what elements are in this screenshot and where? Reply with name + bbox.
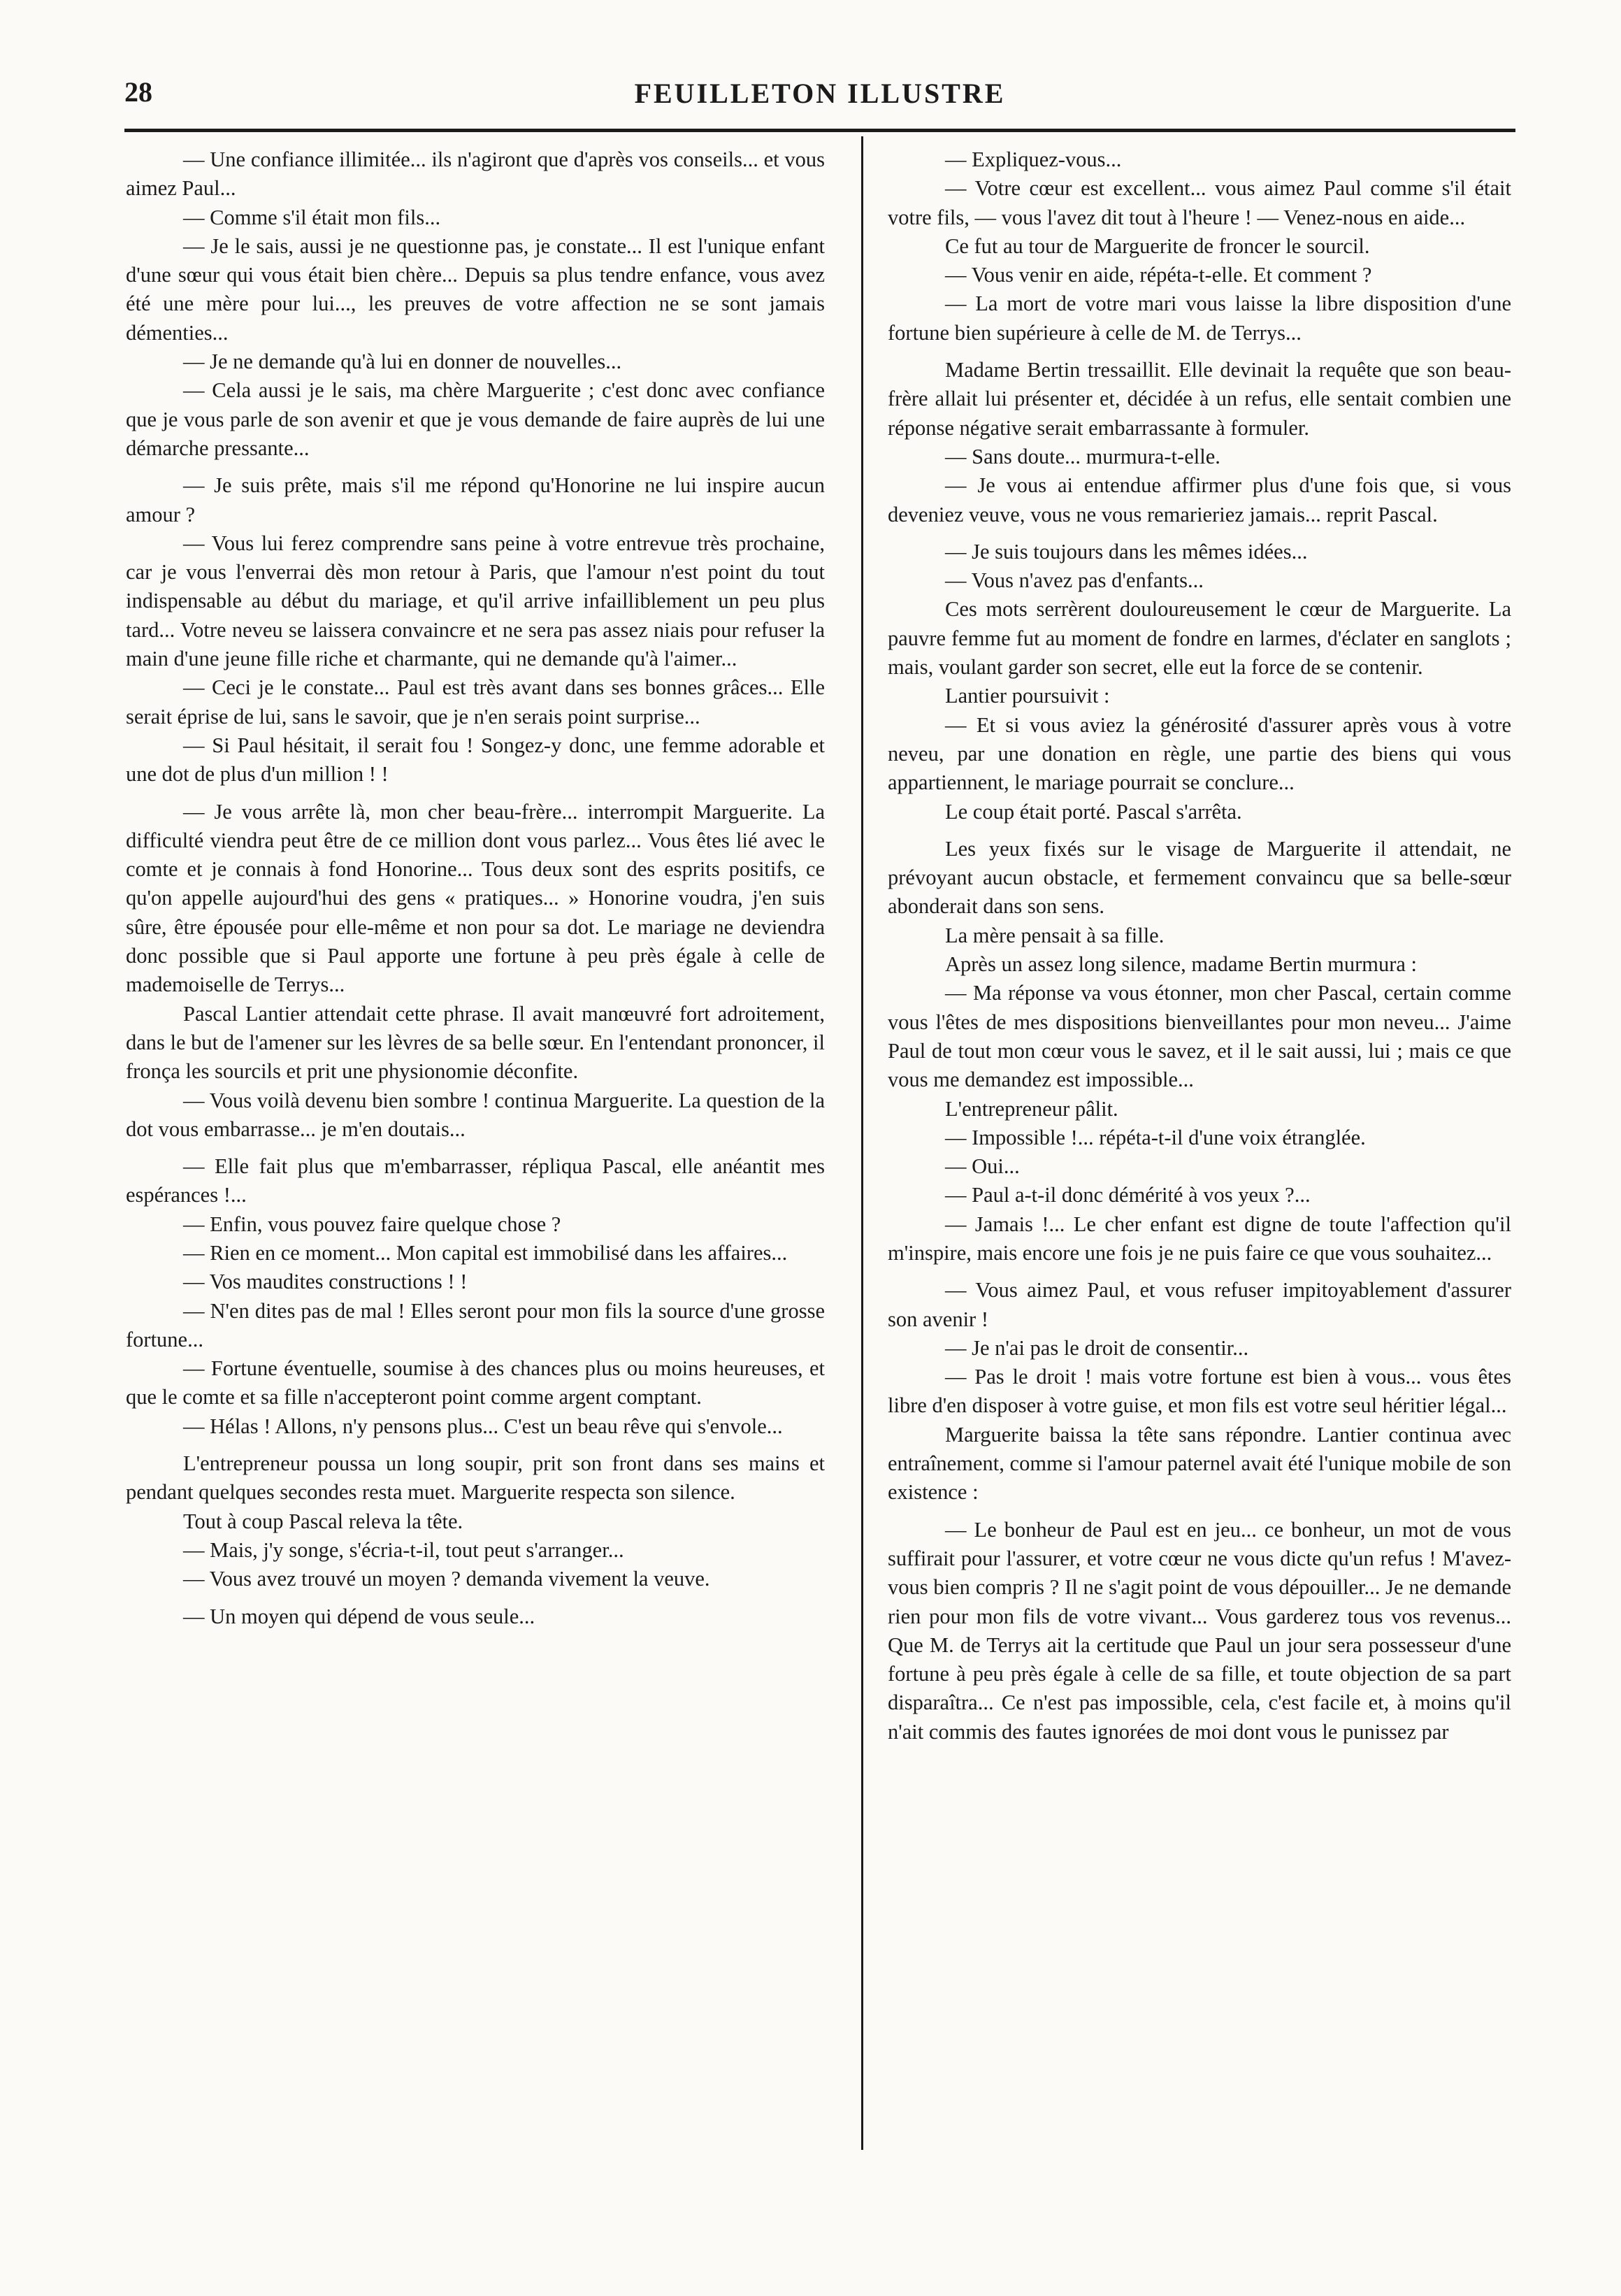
page-number: 28 xyxy=(124,76,152,108)
paragraph: Après un assez long silence, madame Bertin murmura : xyxy=(945,952,1418,977)
paragraph: — Ceci je le constate... Paul est très avant dans ses bonnes grâces... Elle serait éprise de lui, sans le savoir, que je n'en serais point surprise... xyxy=(126,675,825,729)
paragraph: Les yeux fixés sur le visage de Marguerite il attendait, ne prévoyant aucun obstacle, et fermement convaincu que sa belle-sœur abonderait dans son sens. xyxy=(888,836,1511,919)
left-column xyxy=(126,145,825,1631)
paragraph: — Un moyen qui dépend de vous seule... xyxy=(183,1604,535,1628)
header-rule xyxy=(124,129,1515,132)
paragraph: — Expliquez-vous... xyxy=(945,148,1122,171)
paragraph: L'entrepreneur pâlit. xyxy=(945,1096,1118,1121)
paragraph: — Vous aimez Paul, et vous refuser impitoyablement d'assurer son avenir ! xyxy=(888,1278,1511,1331)
paragraph: — N'en dites pas de mal ! Elles seront pour mon fils la source d'une grosse fortune... xyxy=(126,1298,825,1351)
paragraph: L'entrepreneur poussa un long soupir, prit son front dans ses mains et pendant quelques secondes resta muet. Marguerite respecta son silence. xyxy=(126,1451,825,1505)
paragraph: — Ma réponse va vous étonner, mon cher Pascal, certain comme vous l'êtes de mes dispositions bienveillantes pour mon neveu... J'aime Paul de tout mon cœur vous le savez, et il le sait aussi, lui ; mais ce que vous me demandez est impossible... xyxy=(888,981,1511,1092)
paragraph: — Vous avez trouvé un moyen ? demanda vivement la veuve. xyxy=(183,1567,710,1591)
paragraph: — Une confiance illimitée... ils n'agiront que d'après vos conseils... et vous aimez Paul... xyxy=(126,148,825,201)
paragraph: Lantier poursuivit : xyxy=(945,684,1110,708)
column-divider xyxy=(861,136,863,2150)
paragraph: Ce fut au tour de Marguerite de froncer le sourcil. xyxy=(945,234,1370,258)
paragraph: — Vous n'avez pas d'enfants... xyxy=(945,568,1204,593)
paragraph: — Enfin, vous pouvez faire quelque chose ? xyxy=(183,1212,561,1236)
page-header xyxy=(124,76,1515,117)
paragraph: — Cela aussi je le sais, ma chère Marguerite ; c'est donc avec confiance que je vous parle de son avenir et que je vous demande de faire auprès de lui une démarche pressante... xyxy=(126,378,825,460)
paragraph: — Je le sais, aussi je ne questionne pas, je constate... Il est l'unique enfant d'une sœur qui vous était bien chère... Depuis sa plus tendre enfance, vous avez été une mère pour lui..., les preuves de votre affection ne se sont jamais démenties... xyxy=(126,234,825,345)
paragraph: — Je n'ai pas le droit de consentir... xyxy=(945,1335,1249,1360)
paragraph: — Jamais !... Le cher enfant est digne de toute l'affection qu'il m'inspire, mais encore une fois je ne puis faire ce que vous souhaitez... xyxy=(888,1212,1511,1265)
paragraph: — Rien en ce moment... Mon capital est immobilisé dans les affaires... xyxy=(183,1240,788,1265)
paragraph: — Votre cœur est excellent... vous aimez Paul comme s'il était votre fils, — vous l'avez dit tout à l'heure ! — Venez-nous en aide... xyxy=(888,176,1511,229)
paragraph: — Impossible !... répéta-t-il d'une voix étranglée. xyxy=(945,1125,1366,1149)
paragraph: — Je vous ai entendue affirmer plus d'une fois que, si vous deveniez veuve, vous ne vous remarieriez jamais... reprit Pascal. xyxy=(888,473,1511,526)
paragraph: — Je vous arrête là, mon cher beau-frère... interrompit Marguerite. La difficulté viendra peut être de ce million dont vous parlez... Vous êtes lié avec le comte et je connais à fond Honorine... Tous deux sont des esprits positifs, ce qu'on appelle aujourd'hui des gens « pratiques... » Honorine voudra, j'en suis sûre, être épousée pour elle-même et non pour sa dot. Le mariage ne deviendra donc possible que si Paul apporte une fortune à peu près égale à celle de mademoiselle de Terrys... xyxy=(126,799,825,997)
paragraph: — Comme s'il était mon fils... xyxy=(183,205,441,229)
paragraph: Le coup était porté. Pascal s'arrêta. xyxy=(945,799,1242,824)
paragraph: — Le bonheur de Paul est en jeu... ce bonheur, un mot de vous suffirait pour l'assurer, et votre cœur ne vous dicte qu'un refus ! M'avez-vous bien compris ? Il ne s'agit point de vous dépouiller... Je ne demande rien pour mon fils de votre vivant... Vous garderez tous vos revenus... Que M. de Terrys ait la certitude que Paul un jour sera possesseur d'une fortune à peu près égale à celle de sa fille, et toute objection de sa part disparaîtra... Ce n'est pas impossible, cela, c'est facile et, à moins qu'il n'ait commis des fautes ignorées de moi dont vous le punissez par xyxy=(888,1517,1511,1744)
paragraph: Ces mots serrèrent douloureusement le cœur de Marguerite. La pauvre femme fut au moment de fondre en larmes, d'éclater en sanglots ; mais, voulant garder son secret, elle eut la force de se contenir. xyxy=(888,597,1511,680)
paragraph: La mère pensait à sa fille. xyxy=(945,923,1165,947)
paragraph: Pascal Lantier attendait cette phrase. Il avait manœuvré fort adroitement, dans le but de l'amener sur les lèvres de sa belle sœur. En l'entendant prononcer, il fronça les sourcils et prit une physionomie déconfite. xyxy=(126,1001,825,1084)
right-column xyxy=(888,145,1511,1746)
paragraph: — Sans doute... murmura-t-elle. xyxy=(945,444,1220,468)
paragraph: — Je suis prête, mais s'il me répond qu'Honorine ne lui inspire aucun amour ? xyxy=(126,473,825,526)
paragraph: Marguerite baissa la tête sans répondre. Lantier continua avec entraînement, comme si l'amour paternel avait été l'unique mobile de son existence : xyxy=(888,1422,1511,1505)
paragraph: — Oui... xyxy=(945,1154,1020,1179)
paragraph: — Fortune éventuelle, soumise à des chances plus ou moins heureuses, et que le comte et sa fille n'accepteront point comme argent comptant. xyxy=(126,1356,825,1409)
paragraph: — Hélas ! Allons, n'y pensons plus... C'est un beau rêve qui s'envole... xyxy=(183,1414,783,1438)
paragraph: — Et si vous aviez la générosité d'assurer après vous à votre neveu, par une donation en règle, une partie des biens qui vous appartiennent, le mariage pourrait se conclure... xyxy=(888,712,1511,795)
running-title: FEUILLETON ILLUSTRE xyxy=(634,78,1006,109)
paragraph: — Vous voilà devenu bien sombre ! continua Marguerite. La question de la dot vous embarrasse... je m'en doutais... xyxy=(126,1088,825,1141)
paragraph: — Je ne demande qu'à lui en donner de nouvelles... xyxy=(183,350,622,374)
paragraph: — Vous venir en aide, répéta-t-elle. Et comment ? xyxy=(945,263,1372,287)
paragraph: Madame Bertin tressaillit. Elle devinait la requête que son beau-frère allait lui présenter et, décidée à un refus, elle sentait combien une réponse négative serait embarrassante à formuler. xyxy=(888,358,1511,440)
paragraph: — Je suis toujours dans les mêmes idées... xyxy=(945,539,1308,564)
paragraph: Tout à coup Pascal releva la tête. xyxy=(183,1509,463,1533)
paragraph: — La mort de votre mari vous laisse la libre disposition d'une fortune bien supérieure à celle de M. de Terrys... xyxy=(888,292,1511,345)
paragraph: — Mais, j'y songe, s'écria-t-il, tout peut s'arranger... xyxy=(183,1537,624,1562)
paragraph: — Paul a-t-il donc démérité à vos yeux ?... xyxy=(945,1183,1311,1207)
paragraph: — Vous lui ferez comprendre sans peine à votre entrevue très prochaine, car je vous l'enverrai dès mon retour à Paris, que l'amour n'est point du tout indispensable au début du mariage, et qu'il arrive infailliblement un peu plus tard... Votre neveu se laissera convaincre et ne sera pas assez niais pour refuser la main d'une jeune fille riche et charmante, qui ne demande qu'à l'aimer... xyxy=(126,531,825,671)
paragraph: — Vos maudites constructions ! ! xyxy=(183,1270,468,1294)
paragraph: — Si Paul hésitait, il serait fou ! Songez-y donc, une femme adorable et une dot de plus d'un million ! ! xyxy=(126,733,825,787)
paragraph: — Pas le droit ! mais votre fortune est bien à vous... vous êtes libre d'en disposer à votre guise, et mon fils est votre seul héritier légal... xyxy=(888,1365,1511,1418)
paragraph: — Elle fait plus que m'embarrasser, répliqua Pascal, elle anéantit mes espérances !... xyxy=(126,1154,825,1207)
